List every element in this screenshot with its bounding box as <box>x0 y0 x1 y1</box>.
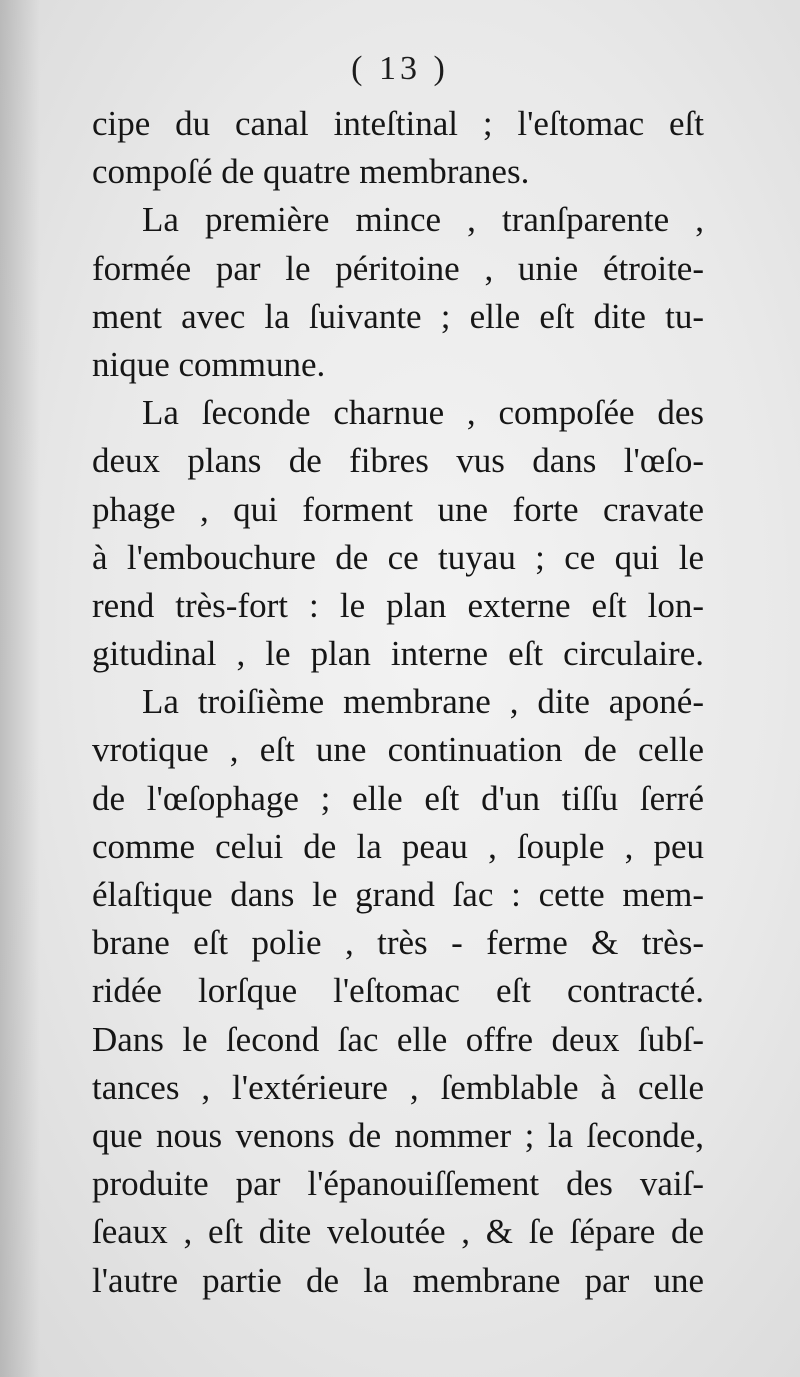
text-line: brane eſt polie , très - ferme & très- <box>92 923 704 963</box>
text-line: La ſeconde charnue , compoſée des <box>142 393 704 433</box>
text-line: produite par l'épanouiſſement des vaiſ- <box>92 1164 704 1204</box>
text-line: ment avec la ſuivante ; elle eſt dite tu- <box>92 296 704 336</box>
body-text <box>92 100 704 1305</box>
text-line: cipe du canal inteſtinal ; l'eſtomac eſt <box>92 104 704 143</box>
text-line: élaſtique dans le grand ſac : cette mem- <box>92 875 704 914</box>
text-line: Dans le ſecond ſac elle offre deux ſubſ- <box>92 1019 704 1059</box>
text-line: l'autre partie de la membrane par une <box>92 1260 704 1300</box>
text-line: La première mince , tranſparente , <box>142 200 704 240</box>
text-line: rend très-fort : le plan externe eſt lon- <box>92 585 704 625</box>
text-line: comme celui de la peau , ſouple , peu <box>92 826 704 866</box>
text-line: à l'embouchure de ce tuyau ; ce qui le <box>92 537 704 577</box>
text-line: ridée lorſque l'eſtomac eſt contracté. <box>92 971 704 1011</box>
text-line: phage , qui forment une forte cravate <box>92 489 704 529</box>
text-line: formée par le péritoine , unie étroite- <box>92 248 704 288</box>
text-line: que nous venons de nommer ; la ſeconde, <box>92 1115 704 1155</box>
text-line: nique commune. <box>92 344 326 384</box>
text-line: de l'œſophage ; elle eſt d'un tiſſu ſerré <box>92 778 704 818</box>
text-line: compoſé de quatre membranes. <box>92 152 530 192</box>
text-line: ſeaux , eſt dite veloutée , & ſe ſépare de <box>92 1212 704 1252</box>
text-line: deux plans de fibres vus dans l'œſo- <box>92 441 704 481</box>
page-number: ( 13 ) <box>351 50 449 87</box>
text-line: gitudinal , le plan interne eſt circulaire. <box>92 634 704 674</box>
text-line: La troiſième membrane , dite aponé- <box>142 682 704 722</box>
text-line: tances , l'extérieure , ſemblable à celle <box>92 1067 704 1107</box>
text-line: vrotique , eſt une continuation de celle <box>92 730 704 770</box>
gutter-shadow <box>0 0 40 1377</box>
